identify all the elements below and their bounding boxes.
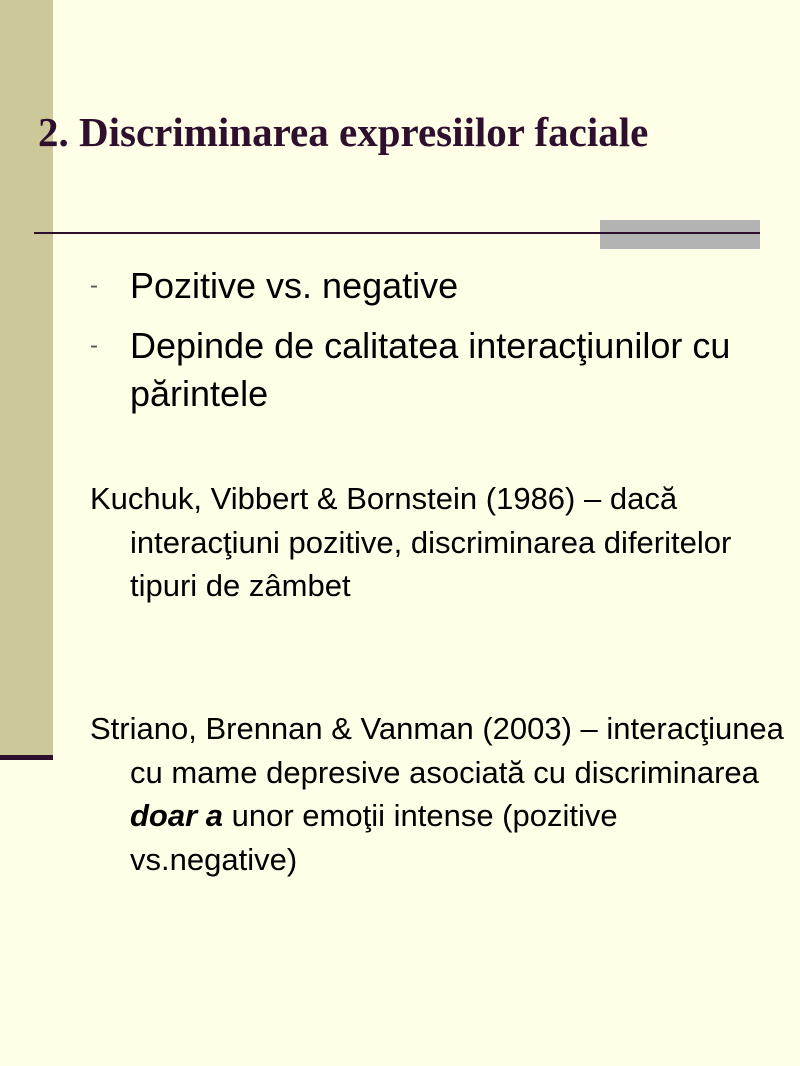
citation-paragraph-kuchuk	[90, 477, 790, 608]
citation-paragraph-striano	[90, 707, 790, 881]
paragraph-emphasis: doar a	[130, 798, 224, 833]
bullet-text: Depinde de calitatea interacţiunilor cu părintele	[130, 325, 731, 414]
paragraph-text-after: unor emoţii intense (pozitive vs.negative)	[130, 798, 618, 877]
left-bar-accent-line	[0, 755, 53, 760]
title-decorative-block	[600, 220, 760, 249]
paragraph-text-before: Striano, Brennan & Vanman (2003) – interacţiunea cu mame depresive asociată cu discriminarea	[90, 711, 784, 790]
bullet-item	[90, 322, 770, 418]
bullet-list	[90, 262, 770, 430]
bullet-dash-icon: -	[90, 272, 98, 299]
bullet-dash-icon: -	[90, 332, 98, 359]
paragraph-text: Kuchuk, Vibbert & Bornstein (1986) – dacă interacţiuni pozitive, discriminarea diferitelor tipuri de zâmbet	[90, 481, 732, 603]
slide-title: 2. Discriminarea expresiilor faciale	[38, 109, 649, 155]
bullet-text: Pozitive vs. negative	[130, 265, 459, 306]
title-divider-line-overlay	[600, 232, 760, 234]
bullet-item	[90, 262, 770, 310]
